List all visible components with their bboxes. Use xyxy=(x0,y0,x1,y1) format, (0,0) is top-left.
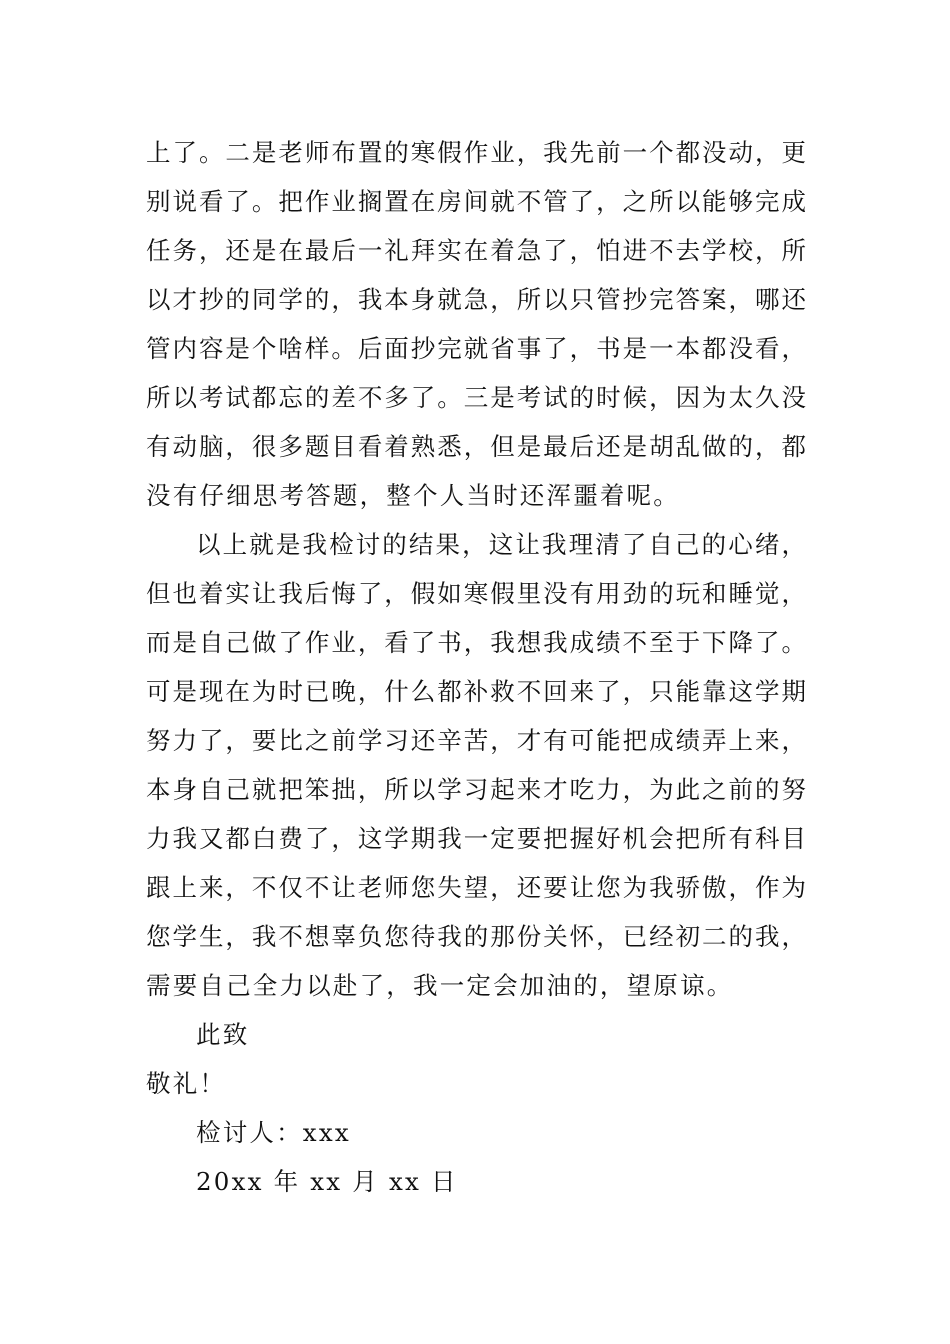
text-line: 跟上来，不仅不让老师您失望，还要让您为我骄傲，作为 xyxy=(146,873,806,902)
date-line: 20xx 年 xx 月 xx 日 xyxy=(196,1167,458,1196)
text-line: 努力了，要比之前学习还辛苦，才有可能把成绩弄上来， xyxy=(146,726,806,755)
text-line: 以上就是我检讨的结果，这让我理清了自己的心绪， xyxy=(196,530,806,559)
closing-regards: 敬礼！ xyxy=(146,1069,227,1098)
text-line: 所以考试都忘的差不多了。三是考试的时候，因为太久没 xyxy=(146,383,806,412)
text-line: 可是现在为时已晚，什么都补救不回来了，只能靠这学期 xyxy=(146,677,806,706)
text-line: 上了。二是老师布置的寒假作业，我先前一个都没动，更 xyxy=(146,138,806,167)
document-body xyxy=(146,128,806,1206)
text-line: 没有仔细思考答题，整个人当时还浑噩着呢。 xyxy=(146,481,680,510)
text-line: 但也着实让我后悔了，假如寒假里没有用劲的玩和睡觉， xyxy=(146,579,806,608)
text-line: 以才抄的同学的，我本身就急，所以只管抄完答案，哪还 xyxy=(146,285,806,314)
text-line: 管内容是个啥样。后面抄完就省事了，书是一本都没看， xyxy=(146,334,806,363)
text-line: 有动脑，很多题目看着熟悉，但是最后还是胡乱做的，都 xyxy=(146,432,806,461)
closing-salutation: 此致 xyxy=(196,1020,250,1049)
text-line: 需要自己全力以赴了，我一定会加油的，望原谅。 xyxy=(146,971,734,1000)
text-line: 任务，还是在最后一礼拜实在着急了，怕进不去学校，所 xyxy=(146,236,806,265)
signature-line: 检讨人：xxx xyxy=(196,1118,351,1147)
text-line: 本身自己就把笨拙，所以学习起来才吃力，为此之前的努 xyxy=(146,775,806,804)
text-line: 而是自己做了作业，看了书，我想我成绩不至于下降了。 xyxy=(146,628,806,657)
text-line: 您学生，我不想辜负您待我的那份关怀，已经初二的我， xyxy=(146,922,806,951)
text-line: 别说看了。把作业搁置在房间就不管了，之所以能够完成 xyxy=(146,187,806,216)
text-line: 力我又都白费了，这学期我一定要把握好机会把所有科目 xyxy=(146,824,806,853)
